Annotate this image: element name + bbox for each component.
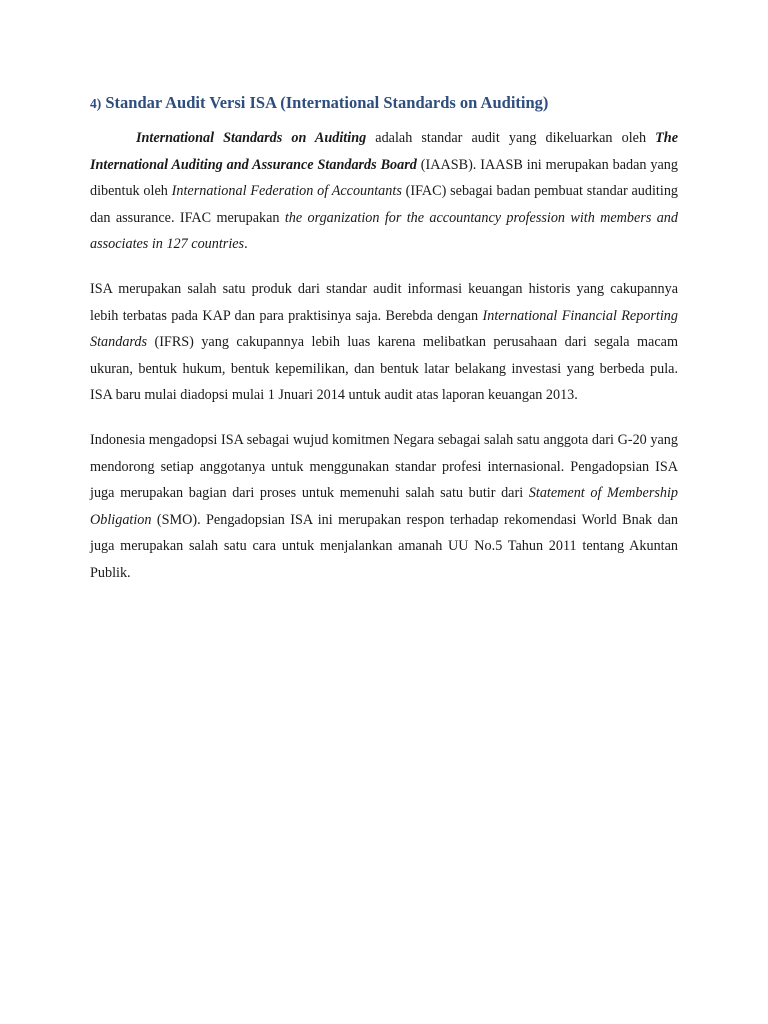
text-run: (SMO). Pengadopsian ISA ini merupakan respon terhadap rekomendasi World Bnak dan juga merupakan salah satu cara untuk menjalankan amanah UU No.5 Tahun 2011 tentang Akuntan Publik.: [90, 511, 678, 581]
text-run: The International Auditing and Assurance Standards Board: [90, 130, 678, 173]
text-run: (IFRS) yang cakupannya lebih luas karena melibatkan perusahaan dari segala macam ukuran, bentuk hukum, bentuk kepemilikan, dan bentuk latar belakang investasi yang berbeda pula. ISA baru mulai diadopsi mulai 1 Jnuari 2014 untuk audit atas laporan keuangan 2013.: [90, 334, 678, 404]
section-title: Standar Audit Versi ISA (International Standards on Auditing): [105, 93, 549, 112]
text-run: Indonesia mengadopsi ISA sebagai wujud komitmen Negara sebagai salah satu anggota dari G-20 yang mendorong setiap anggotanya untuk menggunakan standar profesi internasional. Pengadopsian ISA juga merupakan bagian dari proses untuk memenuhi salah satu butir dari: [90, 431, 678, 502]
section-number: 4): [90, 96, 102, 111]
text-run: (IFAC) sebagai badan pembuat standar auditing dan assurance. IFAC merupakan: [90, 183, 679, 226]
text-run: International Federation of Accountants: [171, 183, 402, 200]
text-run: the organization for the accountancy profession with members and associates in 127 countries: [90, 209, 678, 253]
text-run: International Standards on Auditing: [136, 130, 367, 146]
section-heading: [90, 92, 678, 115]
document-body: [90, 92, 678, 605]
paragraph-1: [90, 125, 678, 258]
text-run: .: [244, 236, 248, 253]
text-run: adalah standar audit yang dikeluarkan oleh: [366, 130, 656, 146]
text-run: International Financial Reporting Standards: [90, 307, 678, 351]
text-run: (IAASB). IAASB ini merupakan badan yang dibentuk oleh: [90, 156, 678, 200]
text-run: ISA merupakan salah satu produk dari standar audit informasi keuangan historis yang cakupannya lebih terbatas pada KAP dan para praktisinya saja. Berebda dengan: [90, 280, 678, 324]
paragraph-3: [90, 427, 678, 587]
paragraph-2: [90, 276, 678, 409]
text-run: Statement of Membership Obligation: [90, 485, 678, 528]
